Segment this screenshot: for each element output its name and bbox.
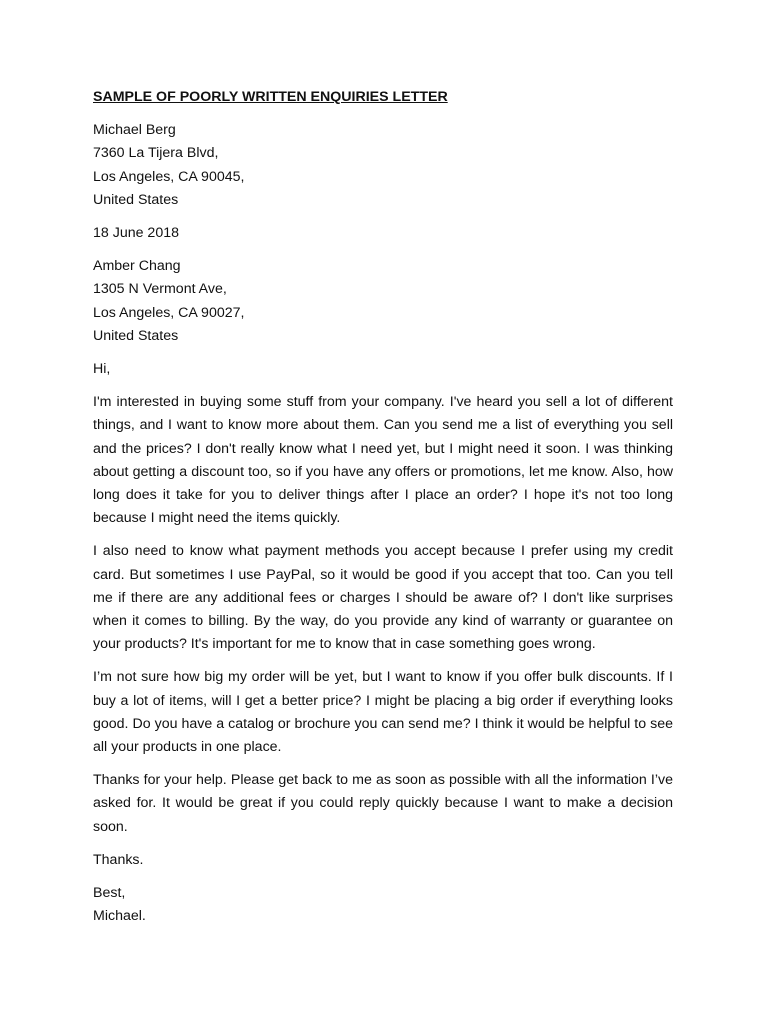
sender-city: Los Angeles, CA 90045, (93, 168, 245, 185)
body-paragraph-4: Thanks for your help. Please get back to me as soon as possible with all the information I’ve asked for. It would be great if you could reply quickly because I want to make a decision soon. (93, 772, 673, 835)
body-paragraph-3: I’m not sure how big my order will be yet, but I want to know if you offer bulk discounts. If I buy a lot of items, will I get a better price? I might be placing a big order if everything looks good. Do you have a catalog or brochure you can send me? I think it would be helpful to see all your products in one place. (93, 669, 673, 756)
recipient-street: 1305 N Vermont Ave, (93, 281, 227, 298)
letter-page (93, 86, 673, 939)
recipient-country: United States (93, 327, 179, 344)
letter-title: SAMPLE OF POORLY WRITTEN ENQUIRIES LETTER (93, 89, 448, 105)
recipient-city: Los Angeles, CA 90027, (93, 304, 245, 321)
sender-name: Michael Berg (93, 122, 176, 139)
recipient-address (93, 255, 673, 348)
body-paragraph-2: I also need to know what payment methods you accept because I prefer using my credit card. But sometimes I use PayPal, so it would be good if you accept that too. Can you tell me if there are any additional fees or charges I should be aware of? I don't like surprises when it comes to billing. By the way, do you provide any kind of warranty or guarantee on your products? It's important for me to know that in case something goes wrong. (93, 543, 673, 653)
signature-name: Michael. (93, 908, 146, 925)
letter-date: 18 June 2018 (93, 225, 179, 242)
body-paragraph-1: I'm interested in buying some stuff from your company. I've heard you sell a lot of different things, and I want to know more about them. Can you send me a list of everything you sell and the prices? I don't really know what I need yet, but I might need it soon. I was thinking about getting a discount too, so if you have any offers or promotions, let me know. Also, how long does it take for you to deliver things after I place an order? I hope it's not too long because I might need the items quickly. (93, 394, 673, 527)
sender-country: United States (93, 191, 179, 208)
sender-address (93, 119, 673, 212)
sender-street: 7360 La Tijera Blvd, (93, 145, 219, 162)
greeting: Hi, (93, 361, 111, 378)
recipient-name: Amber Chang (93, 258, 181, 275)
signoff: Best, (93, 885, 126, 902)
closing-thanks: Thanks. (93, 851, 144, 868)
signature-block (93, 882, 673, 928)
